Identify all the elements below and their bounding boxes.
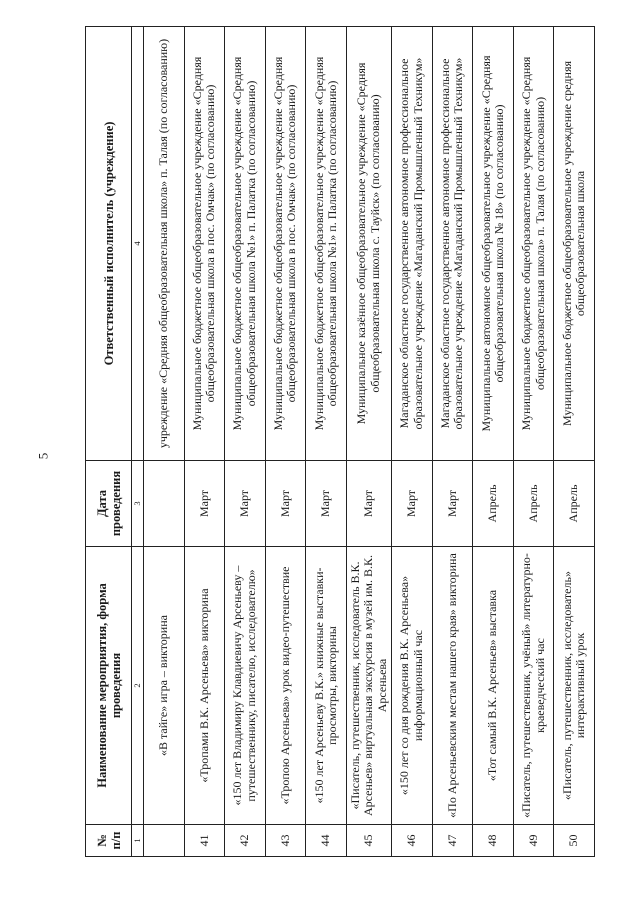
event-name: «Тропою Арсеньева» урок видео-путешествие <box>265 547 306 825</box>
row-number: 50 <box>554 825 595 857</box>
table-row <box>265 27 306 857</box>
row-number: 49 <box>513 825 554 857</box>
table-row <box>184 27 225 857</box>
row-number: 45 <box>346 825 391 857</box>
event-date <box>144 461 185 547</box>
table-row <box>225 27 266 857</box>
table-row <box>513 27 554 857</box>
page-number: 5 <box>35 452 51 460</box>
event-name: «Писатель, путешественник, исследователь» интерактивный урок <box>554 547 595 825</box>
table-row <box>144 27 185 857</box>
event-name: «По Арсеньевским местам нашего края» викторина <box>432 547 473 825</box>
event-date: Апрель <box>473 461 514 547</box>
table-row <box>432 27 473 857</box>
events-table <box>85 26 595 857</box>
table-row <box>473 27 514 857</box>
event-name: «150 лет Владимиру Клавдиевичу Арсеньеву – путешественнику, писателю, исследователю» <box>225 547 266 825</box>
event-date: Март <box>265 461 306 547</box>
header-name: Наименование мероприятия, форма проведения <box>86 547 132 825</box>
column-number: 3 <box>132 461 144 547</box>
event-name: «150 лет Арсеньеву В.К.» книжные выставки-просмотры, викторины <box>306 547 347 825</box>
column-number: 1 <box>132 825 144 857</box>
column-number-row <box>132 27 144 857</box>
event-date: Апрель <box>554 461 595 547</box>
row-number: 43 <box>265 825 306 857</box>
table-row <box>392 27 433 857</box>
column-number: 4 <box>132 27 144 461</box>
header-executor: Ответственный исполнитель (учреждение) <box>86 27 132 461</box>
row-number: 44 <box>306 825 347 857</box>
event-date: Март <box>306 461 347 547</box>
event-date: Март <box>432 461 473 547</box>
row-number: 46 <box>392 825 433 857</box>
table-row <box>346 27 391 857</box>
row-number <box>144 825 185 857</box>
event-executor: Муниципальное бюджетное общеобразовательное учреждение средняя общеобразовательная школа <box>554 27 595 461</box>
event-executor: учреждение «Средняя общеобразовательная школа» п. Талая (по согласованию) <box>144 27 185 461</box>
header-date: Дата проведения <box>86 461 132 547</box>
header-num: № п/п <box>86 825 132 857</box>
event-date: Апрель <box>513 461 554 547</box>
event-executor: Муниципальное бюджетное общеобразовательное учреждение «Средняя общеобразовательная школа №1» п. Палатка (по согласованию) <box>225 27 266 461</box>
column-number: 2 <box>132 547 144 825</box>
event-executor: Муниципальное бюджетное общеобразовательное учреждение «Средняя общеобразовательная школа №1» п. Палатка (по согласованию) <box>306 27 347 461</box>
event-executor: Магаданское областное государственное автономное профессиональное образовательное учреждение «Магаданский Промышленный Техникум» <box>392 27 433 461</box>
event-executor: Муниципальное бюджетное общеобразовательное учреждение «Средняя общеобразовательная школа в пос. Омчак» (по согласованию) <box>184 27 225 461</box>
event-date: Март <box>225 461 266 547</box>
row-number: 48 <box>473 825 514 857</box>
event-executor: Муниципальное бюджетное общеобразовательное учреждение «Средняя общеобразовательная школа в пос. Омчак» (по согласованию) <box>265 27 306 461</box>
event-executor: Муниципальное бюджетное общеобразовательное учреждение «Средняя общеобразовательная школа» п. Талая (по согласованию) <box>513 27 554 461</box>
row-number: 41 <box>184 825 225 857</box>
event-name: «Тот самый В.К. Арсеньев» выставка <box>473 547 514 825</box>
event-date: Март <box>346 461 391 547</box>
event-date: Март <box>392 461 433 547</box>
event-executor: Магаданское областное государственное автономное профессиональное образовательное учреждение «Магаданский Промышленный Техникум» <box>432 27 473 461</box>
table-row <box>554 27 595 857</box>
event-name: «150 лет со дня рождения В.К. Арсеньева» информационный час <box>392 547 433 825</box>
event-name: «Тропами В.К. Арсеньева» викторина <box>184 547 225 825</box>
row-number: 42 <box>225 825 266 857</box>
event-executor: Муниципальное автономное общеобразовательное учреждение «Средняя общеобразовательная школа № 18» (по согласованию) <box>473 27 514 461</box>
rotated-table-container <box>85 27 595 857</box>
event-name: «В тайге» игра – викторина <box>144 547 185 825</box>
table-row <box>306 27 347 857</box>
event-executor: Муниципальное казённое общеобразовательное учреждение «Средняя общеобразовательная школа с. Тауйск» (по согласованию) <box>346 27 391 461</box>
event-name: «Писатель, путешественник, учёный» литературно-краеведческий час <box>513 547 554 825</box>
table-header-row <box>86 27 132 857</box>
event-date: Март <box>184 461 225 547</box>
event-name: «Писатель, путешественник, исследователь В.К. Арсеньев» виртуальная экскурсия в музей им. В.К. Арсеньева <box>346 547 391 825</box>
row-number: 47 <box>432 825 473 857</box>
